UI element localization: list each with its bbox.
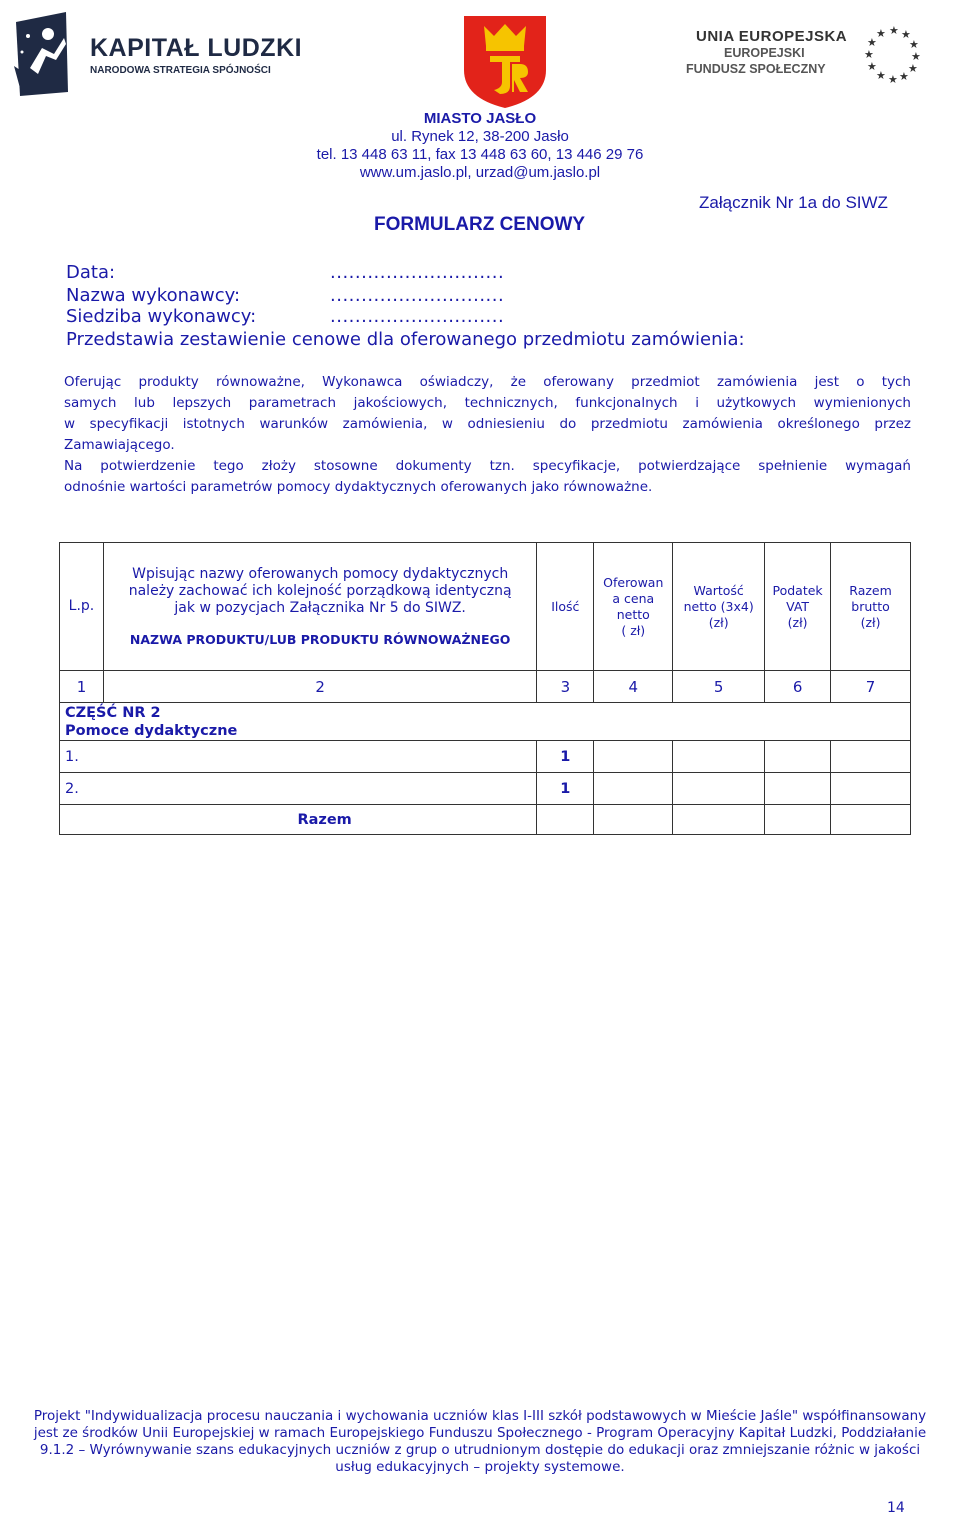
- section-row: [60, 703, 911, 741]
- total-unit-price: [594, 805, 673, 835]
- footer-line: usług edukacyjnych – projekty systemowe.: [335, 1459, 625, 1475]
- annex-label: Załącznik Nr 1a do SIWZ: [699, 193, 888, 212]
- contractor-address-value[interactable]: ............................: [330, 306, 505, 327]
- column-number: 4: [594, 671, 673, 703]
- total-vat[interactable]: [765, 805, 831, 835]
- eu-logo-line2: EUROPEJSKI: [724, 46, 805, 60]
- section-number: CZĘŚĆ NR 2: [65, 704, 161, 721]
- footer-line: jest ze środków Unii Europejskiej w ramach Europejskiego Funduszu Społecznego - Program Operacyjny Kapitał Ludzki, Poddziałanie: [33, 1425, 927, 1441]
- eu-stars-flag-icon: [856, 22, 926, 84]
- row-product-name[interactable]: [103, 773, 536, 805]
- paragraph-line: samych lub lepszych parametrach jakościowych, technicznych, funkcjonalnych i użytkowych wymienionych: [64, 395, 911, 411]
- header-name-line: jak w pozycjach Załącznika Nr 5 do SIWZ.: [174, 599, 466, 616]
- header-product-name: [103, 543, 536, 671]
- header-vat: [765, 543, 831, 671]
- total-gross[interactable]: [831, 805, 911, 835]
- footer-line: Projekt "Indywidualizacja procesu nauczania i wychowania uczniów klas I-III szkół podstawowych w Mieście Jaśle" współfinansowany: [33, 1408, 927, 1424]
- price-table: [59, 542, 911, 835]
- eu-logo-title: UNIA EUROPEJSKA: [696, 28, 848, 45]
- date-label: Data:: [66, 262, 116, 283]
- header-vat-line: (zł): [787, 614, 808, 630]
- table-header-row: [60, 543, 911, 671]
- row-unit-price[interactable]: [594, 773, 673, 805]
- header-lp: L.p.: [60, 543, 104, 671]
- header-net-line: Wartość: [693, 582, 744, 598]
- row-lp: 2.: [60, 773, 104, 805]
- svg-text:★: ★: [901, 28, 911, 41]
- row-net-value[interactable]: [673, 741, 765, 773]
- row-vat[interactable]: [765, 741, 831, 773]
- kapital-ludzki-title: KAPITAŁ LUDZKI: [90, 34, 303, 62]
- total-lp: [60, 805, 104, 835]
- table-row: [60, 741, 911, 773]
- column-number: 7: [831, 671, 911, 703]
- svg-text:★: ★: [888, 73, 898, 84]
- paragraph-line: Zamawiającego.: [64, 437, 175, 453]
- intro-text: Przedstawia zestawienie cenowe dla oferowanego przedmiotu zamówienia:: [66, 329, 745, 350]
- header-net-line: (zł): [708, 614, 729, 630]
- equivalence-paragraph: [64, 372, 911, 498]
- column-number: 3: [537, 671, 594, 703]
- header-name-bold: NAZWA PRODUKTU/LUB PRODUKTU RÓWNOWAŻNEGO: [129, 631, 511, 647]
- row-gross[interactable]: [831, 773, 911, 805]
- column-number: 1: [60, 671, 104, 703]
- header-vat-line: VAT: [786, 598, 810, 614]
- city-phone: tel. 13 448 63 11, fax 13 448 63 60, 13 446 29 76: [316, 146, 644, 163]
- header-price-line: a cena: [612, 590, 655, 606]
- header-qty: Ilość: [537, 543, 594, 671]
- svg-text:★: ★: [864, 48, 874, 61]
- header-price-line: Oferowan: [603, 574, 664, 590]
- header-gross: [831, 543, 911, 671]
- kapital-ludzki-subtitle: NARODOWA STRATEGIA SPÓJNOŚCI: [90, 65, 271, 76]
- svg-text:★: ★: [909, 38, 919, 51]
- total-label: Razem: [103, 805, 536, 835]
- header-price-line: ( zł): [621, 622, 646, 638]
- contractor-name-value[interactable]: ............................: [330, 285, 505, 306]
- contractor-address-label: Siedziba wykonawcy:: [66, 306, 257, 327]
- section-title: [60, 703, 911, 741]
- section-name: Pomoce dydaktyczne: [65, 722, 238, 739]
- row-qty: 1: [537, 741, 594, 773]
- total-net-value[interactable]: [673, 805, 765, 835]
- table-row: [60, 773, 911, 805]
- header-vat-line: Podatek: [772, 582, 823, 598]
- header-name-line: Wpisując nazwy oferowanych pomocy dydaktycznych: [132, 565, 509, 582]
- header-price-line: netto: [616, 606, 650, 622]
- row-net-value[interactable]: [673, 773, 765, 805]
- column-number-row: [60, 671, 911, 703]
- paragraph-line: w specyfikacji istotnych warunków zamówienia, w odniesieniu do przedmiotu zamówienia określonego przez: [64, 416, 911, 432]
- form-title: FORMULARZ CENOWY: [374, 214, 586, 235]
- paragraph-line: Na potwierdzenie tego złoży stosowne dokumenty tzn. specyfikacje, potwierdzające spełnienie wymagań: [64, 458, 911, 474]
- contractor-name-label: Nazwa wykonawcy:: [66, 285, 241, 306]
- svg-text:★: ★: [911, 50, 921, 63]
- header-unit-price: [594, 543, 673, 671]
- header-net-value: [673, 543, 765, 671]
- city-address: ul. Rynek 12, 38-200 Jasło: [391, 128, 569, 145]
- total-row: [60, 805, 911, 835]
- city-coat-of-arms-icon: [460, 12, 550, 110]
- contractor-address-field: [66, 306, 505, 327]
- paragraph-line: Oferując produkty równoważne, Wykonawca oświadczy, że oferowany przedmiot zamówienia jest o tych: [64, 374, 911, 390]
- svg-text:★: ★: [889, 24, 899, 37]
- eu-logo-line3: FUNDUSZ SPOŁECZNY: [686, 62, 826, 76]
- header-net-line: netto (3x4): [683, 598, 754, 614]
- svg-text:★: ★: [876, 69, 886, 82]
- row-qty: 1: [537, 773, 594, 805]
- svg-text:★: ★: [899, 70, 909, 83]
- svg-text:★: ★: [908, 62, 918, 75]
- project-footer: [0, 1408, 960, 1476]
- total-qty: [537, 805, 594, 835]
- row-gross[interactable]: [831, 741, 911, 773]
- row-unit-price[interactable]: [594, 741, 673, 773]
- footer-line: 9.1.2 – Wyrównywanie szans edukacyjnych uczniów z grup o utrudnionym dostępie do edukacji oraz zmniejszanie różnic w jakości: [39, 1442, 921, 1458]
- contractor-name-field: [66, 285, 505, 306]
- svg-text:★: ★: [867, 36, 877, 49]
- row-lp: 1.: [60, 741, 104, 773]
- page-number: 14: [887, 1500, 905, 1516]
- header-gross-line: brutto: [851, 598, 890, 614]
- paragraph-line: odnośnie wartości parametrów pomocy dydaktycznych oferowanych jako równoważne.: [64, 479, 653, 495]
- column-number: 6: [765, 671, 831, 703]
- column-number: 5: [673, 671, 765, 703]
- date-field: [66, 262, 505, 283]
- city-name: MIASTO JASŁO: [423, 110, 537, 127]
- date-value[interactable]: ............................: [330, 262, 505, 283]
- header-gross-line: (zł): [860, 614, 881, 630]
- header-gross-line: Razem: [849, 582, 892, 598]
- svg-text:★: ★: [867, 60, 877, 73]
- city-web: www.um.jaslo.pl, urzad@um.jaslo.pl: [359, 164, 601, 181]
- kapital-ludzki-emblem-icon: [8, 8, 88, 100]
- row-product-name[interactable]: [103, 741, 536, 773]
- row-vat[interactable]: [765, 773, 831, 805]
- column-number: 2: [103, 671, 536, 703]
- header-name-line: należy zachować ich kolejność porządkową identyczną: [128, 582, 512, 599]
- svg-text:★: ★: [876, 27, 886, 40]
